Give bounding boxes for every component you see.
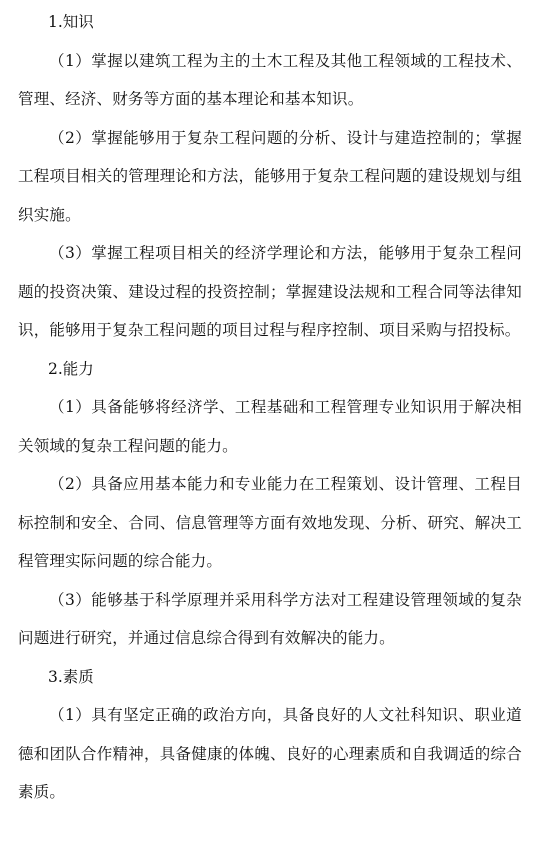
paragraph: （3）掌握工程项目相关的经济学理论和方法，能够用于复杂工程问题的投资决策、建设过程的投资控制；掌握建设法规和工程合同等法律知识，能够用于复杂工程问题的项目过程与程序控制、项目采购与招投标。	[18, 244, 522, 339]
section-ability	[18, 350, 522, 658]
section-heading: 1.知识	[48, 13, 94, 31]
paragraph: （2）掌握能够用于复杂工程问题的分析、设计与建造控制的；掌握工程项目相关的管理理论和方法，能够用于复杂工程问题的建设规划与组织实施。	[18, 128, 522, 224]
paragraph: （1）掌握以建筑工程为主的土木工程及其他工程领域的工程技术、管理、经济、财务等方面的基本理论和基本知识。	[18, 51, 522, 108]
paragraph: （3）能够基于科学原理并采用科学方法对工程建设管理领域的复杂问题进行研究，并通过信息综合得到有效解决的能力。	[18, 590, 522, 647]
section-quality	[18, 658, 522, 812]
paragraph: （1）具有坚定正确的政治方向，具备良好的人文社科知识、职业道德和团队合作精神，具备健康的体魄、良好的心理素质和自我调适的综合素质。	[18, 706, 522, 801]
paragraph: （2）具备应用基本能力和专业能力在工程策划、设计管理、工程目标控制和安全、合同、信息管理等方面有效地发现、分析、研究、解决工程管理实际问题的综合能力。	[18, 475, 522, 570]
section-heading: 2.能力	[48, 359, 94, 378]
section-knowledge	[18, 3, 522, 350]
section-heading: 3.素质	[48, 667, 94, 686]
paragraph: （1）具备能够将经济学、工程基础和工程管理专业知识用于解决相关领域的复杂工程问题的能力。	[18, 398, 522, 455]
